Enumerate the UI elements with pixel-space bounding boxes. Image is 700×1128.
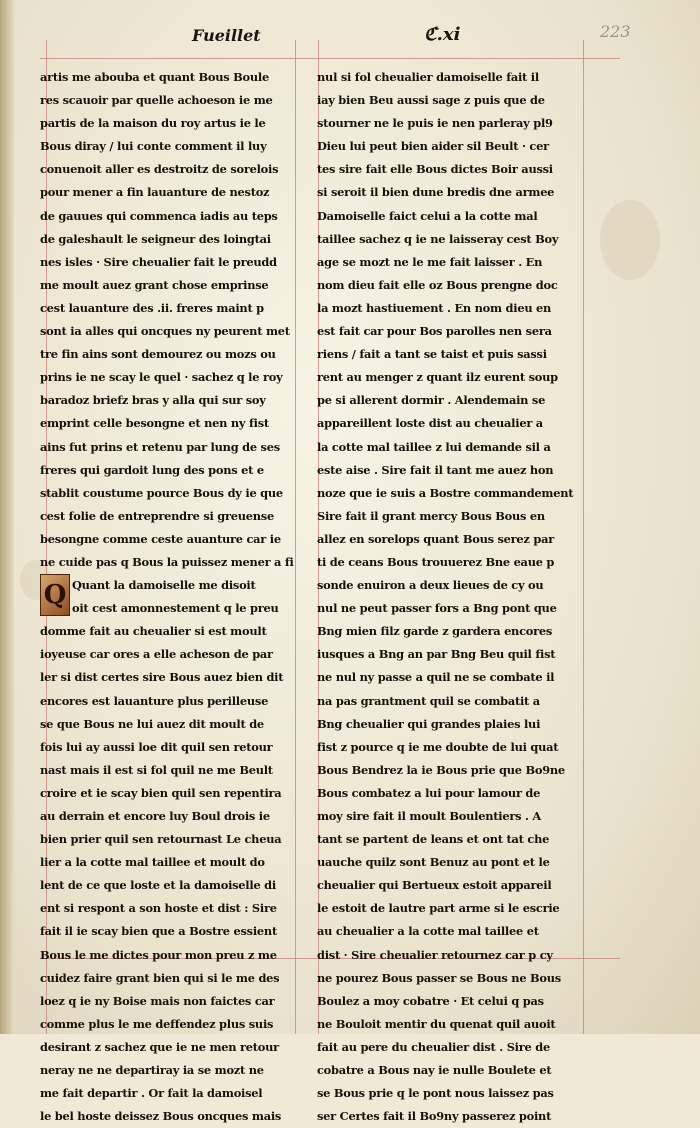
- text-line-content: ser Certes fait il Bo9ny passerez point: [317, 1109, 552, 1124]
- text-line: [317, 643, 579, 666]
- text-line-content: allez en sorelops quant Bous serez par: [317, 531, 554, 546]
- text-line: [40, 551, 292, 574]
- text-line-content: tre fin ains sont demourez ou mozs ou: [40, 347, 276, 362]
- text-line: [40, 851, 292, 874]
- text-line-content: noze que ie suis a Bostre commandement: [317, 485, 574, 500]
- text-line: [40, 990, 292, 1013]
- text-line-content: cuidez faire grant bien qui si le me des: [40, 970, 280, 985]
- text-line: [317, 897, 579, 920]
- text-line-content: Bous diray / lui conte comment il luy: [40, 139, 267, 154]
- text-line-content: partis de la maison du roy artus ie le: [40, 116, 266, 131]
- text-line: [40, 366, 292, 389]
- text-line: [40, 482, 292, 505]
- text-line-content: est fait car pour Bos parolles nen sera: [317, 324, 552, 339]
- text-line: [40, 920, 292, 943]
- text-line: [40, 505, 292, 528]
- illuminated-initial: Q: [40, 574, 70, 616]
- text-column-left: [40, 66, 294, 1124]
- text-line: [40, 690, 292, 713]
- text-line: [40, 1105, 292, 1128]
- text-line-content: nes isles · Sire cheualier fait le preudd: [40, 254, 277, 269]
- text-line-content: Dieu lui peut bien aider sil Beult · cer: [317, 139, 549, 154]
- text-line: [317, 851, 579, 874]
- text-line: [317, 574, 579, 597]
- rule-line-right-margin: [583, 40, 584, 1034]
- text-column-right: [317, 66, 579, 1124]
- text-line: [317, 343, 579, 366]
- text-line-content: cheualier qui Bertueux estoit appareil: [317, 878, 552, 893]
- text-line-content: fait au pere du cheualier dist . Sire de: [317, 1039, 550, 1054]
- text-line: [40, 643, 292, 666]
- text-line-content: fait il ie scay bien que a Bostre essient: [40, 924, 277, 939]
- pencil-page-number: 223: [600, 22, 631, 41]
- text-line-content: stourner ne le puis ie nen parleray pl9: [317, 116, 553, 131]
- text-line-content: taillee sachez q ie ne laisseray cest Boy: [317, 231, 559, 246]
- text-line-content: res scauoir par quelle achoeson ie me: [40, 93, 273, 108]
- text-line-content: au cheualier a la cotte mal taillee et: [317, 924, 539, 939]
- text-line-content: au derrain et encore luy Boul drois ie: [40, 809, 270, 823]
- text-line-content: de galeshault le seigneur des loingtai: [40, 231, 271, 246]
- text-line: [40, 874, 292, 897]
- text-line-content: appareillent loste dist au cheualier a: [317, 416, 543, 431]
- rule-line-column-left-end: [295, 40, 296, 1034]
- text-line: [317, 320, 579, 343]
- text-line-content: Boulez a moy cobatre · Et celui q pas: [317, 993, 544, 1008]
- folio-label: Fueillet: [192, 26, 261, 45]
- text-line: [317, 551, 579, 574]
- text-line-content: Bous Bendrez la ie Bous prie que Bo9ne: [317, 762, 565, 777]
- text-line-content: prins ie ne scay le quel · sachez q le roy: [40, 370, 283, 385]
- text-line: [40, 389, 292, 412]
- text-line: [40, 759, 292, 782]
- text-line: [40, 320, 292, 343]
- text-line-content: Bng cheualier qui grandes plaies lui: [317, 716, 541, 731]
- text-line: [317, 944, 579, 967]
- text-line: [317, 205, 579, 228]
- text-line-content: stablit coustume pource Bous dy ie que: [40, 485, 283, 500]
- text-line: [317, 1082, 579, 1105]
- text-line-content: pe si allerent dormir . Alendemain se: [317, 393, 546, 408]
- text-line-content: tes sire fait elle Bous dictes Boir aussi: [317, 162, 553, 177]
- text-line-content: fist z pource q ie me doubte de lui quat: [317, 739, 559, 754]
- text-line: [40, 181, 292, 204]
- text-line-content: iusques a Bng an par Bng Beu quil fist: [317, 647, 556, 662]
- text-line: [40, 297, 292, 320]
- text-line: [40, 713, 292, 736]
- text-line-content: ains fut prins et retenu par lung de ses: [40, 439, 280, 454]
- text-line: [317, 389, 579, 412]
- text-line: [317, 135, 579, 158]
- text-line-content: neray ne ne departiray ia se mozt ne: [40, 1063, 264, 1078]
- text-line: [317, 690, 579, 713]
- text-line: [317, 274, 579, 297]
- page-gutter-shadow: [0, 0, 14, 1034]
- text-line: [317, 112, 579, 135]
- text-line: [40, 1013, 292, 1036]
- text-line: [317, 66, 579, 89]
- text-line: [40, 158, 292, 181]
- text-line-content: lent de ce que loste et la damoiselle di: [40, 878, 276, 893]
- text-line-content: oit cest amonnestement q le preu: [72, 601, 279, 616]
- text-line-content: uauche quilz sont Benuz au pont et le: [317, 855, 550, 870]
- text-line: [317, 482, 579, 505]
- text-line-content: besongne comme ceste auanture car ie: [40, 531, 281, 546]
- text-line-content: moy sire fait il moult Boulentiers . A: [317, 809, 541, 823]
- text-line: [40, 1059, 292, 1082]
- text-line: [40, 967, 292, 990]
- text-line: [317, 828, 579, 851]
- text-line-content: cest folie de entreprendre si greuense: [40, 508, 274, 523]
- text-line-content: me moult auez grant chose emprinse: [40, 277, 269, 292]
- text-line: [317, 920, 579, 943]
- text-line: [317, 366, 579, 389]
- text-line: [40, 436, 292, 459]
- text-line: [317, 89, 579, 112]
- text-line: [40, 459, 292, 482]
- text-line-content: Bous le me dictes pour mon preu z me: [40, 947, 277, 962]
- text-line: [317, 1105, 579, 1128]
- rule-line-top: [40, 58, 620, 59]
- text-line: [317, 782, 579, 805]
- text-line-content: lier a la cotte mal taillee et moult do: [40, 855, 265, 870]
- text-line: [40, 597, 292, 620]
- text-line-content: freres qui gardoit lung des pons et e: [40, 462, 264, 477]
- text-line-content: sont ia alles qui oncques ny peurent met: [40, 324, 290, 339]
- text-line-content: me fait departir . Or fait la damoisel: [40, 1086, 263, 1101]
- text-line: [40, 528, 292, 551]
- text-line-content: ler si dist certes sire Bous auez bien dit: [40, 670, 284, 685]
- text-line-content: ne Bouloit mentir du quenat quil auoit: [317, 1016, 556, 1031]
- text-line: [317, 297, 579, 320]
- text-line-content: tant se partent de leans et ont tat che: [317, 832, 550, 847]
- text-line-content: ne cuide pas q Bous la puissez mener a fi: [40, 554, 294, 569]
- text-line: [317, 412, 579, 435]
- text-line: [40, 736, 292, 759]
- text-line-content: si seroit il bien dune bredis dne armee: [317, 185, 555, 200]
- text-line-content: la cotte mal taillee z lui demande sil a: [317, 439, 551, 454]
- page-header: [0, 18, 700, 50]
- text-line: [317, 459, 579, 482]
- text-line: [40, 1082, 292, 1105]
- text-line-content: conuenoit aller es destroitz de sorelois: [40, 162, 279, 177]
- text-line: [317, 505, 579, 528]
- text-line-content: age se mozt ne le me fait laisser . En: [317, 254, 543, 269]
- text-line: [40, 782, 292, 805]
- text-line-content: este aise . Sire fait il tant me auez hon: [317, 462, 554, 477]
- text-line: [317, 181, 579, 204]
- text-line: [40, 274, 292, 297]
- text-line-content: iay bien Beu aussi sage z puis que de: [317, 93, 545, 108]
- text-line-content: cobatre a Bous nay ie nulle Boulete et: [317, 1063, 552, 1078]
- text-line: [317, 990, 579, 1013]
- text-line: [40, 805, 292, 828]
- text-line: [40, 897, 292, 920]
- text-line-content: ti de ceans Bous trouuerez Bne eaue p: [317, 554, 555, 569]
- text-line-content: Damoiselle faict celui a la cotte mal: [317, 208, 538, 223]
- text-line: [317, 967, 579, 990]
- text-line-content: Quant la damoiselle me disoit: [72, 578, 256, 593]
- text-line: [40, 112, 292, 135]
- text-line-content: riens / fait a tant se taist et puis sassi: [317, 347, 547, 362]
- text-line: [317, 1036, 579, 1059]
- text-line: [317, 528, 579, 551]
- text-line-content: Sire fait il grant mercy Bous Bous en: [317, 508, 545, 523]
- text-line: [40, 620, 292, 643]
- text-line-content: desirant z sachez que ie ne men retour: [40, 1039, 279, 1054]
- text-line-content: nast mais il est si fol quil ne me Beult: [40, 762, 273, 777]
- text-line: [317, 158, 579, 181]
- text-line: [40, 1036, 292, 1059]
- text-line-content: se Bous prie q le pont nous laissez pas: [317, 1086, 554, 1101]
- text-line: [40, 205, 292, 228]
- text-line: [40, 135, 292, 158]
- text-line-content: la mozt hastiuement . En nom dieu en: [317, 300, 552, 315]
- text-line-content: ioyeuse car ores a elle acheson de par: [40, 647, 273, 662]
- text-line-content: domme fait au cheualier si est moult: [40, 624, 267, 639]
- text-line-content: nom dieu fait elle oz Bous prengne doc: [317, 277, 558, 292]
- text-line: [317, 666, 579, 689]
- text-line: [40, 251, 292, 274]
- text-line-content: artis me abouba et quant Bous Boule: [40, 70, 269, 84]
- text-line-content: baradoz briefz bras y alla qui sur soy: [40, 393, 266, 408]
- text-line-content: bien prier quil sen retournast Le cheua: [40, 832, 282, 847]
- text-line-content: fois lui ay aussi loe dit quil sen retour: [40, 739, 273, 754]
- text-line-content: Bous combatez a lui pour lamour de: [317, 785, 541, 800]
- text-line: [317, 713, 579, 736]
- text-line: [40, 412, 292, 435]
- text-line: [317, 736, 579, 759]
- text-line-content: comme plus le me deffendez plus suis: [40, 1016, 274, 1031]
- text-line: [317, 1059, 579, 1082]
- text-line-content: emprint celle besongne et nen ny fist: [40, 416, 269, 431]
- text-line: [317, 759, 579, 782]
- text-line: [40, 66, 292, 89]
- text-line-content: le bel hoste deissez Bous oncques mais: [40, 1109, 282, 1124]
- folio-number: ℭ.xi: [424, 24, 461, 45]
- text-line-content: nul si fol cheualier damoiselle fait il: [317, 70, 539, 84]
- text-line-content: de gauues qui commenca iadis au teps: [40, 208, 278, 223]
- text-line: [40, 828, 292, 851]
- text-line: [40, 343, 292, 366]
- text-line: [317, 597, 579, 620]
- text-line-content: rent au menger z quant ilz eurent soup: [317, 370, 558, 385]
- text-line-content: cest lauanture des .ii. freres maint p: [40, 300, 264, 315]
- text-line-content: loez q ie ny Boise mais non faictes car: [40, 993, 275, 1008]
- text-line: [317, 620, 579, 643]
- text-line: [40, 89, 292, 112]
- text-line-content: Bng mien filz garde z gardera encores: [317, 624, 553, 639]
- text-line-content: sonde enuiron a deux lieues de cy ou: [317, 578, 544, 593]
- text-line: [317, 874, 579, 897]
- paper-stain: [600, 200, 660, 280]
- text-line: [317, 436, 579, 459]
- text-line-content: encores est lauanture plus perilleuse: [40, 693, 269, 708]
- text-line-content: dist · Sire cheualier retournez car p cy: [317, 947, 553, 962]
- text-line: [40, 228, 292, 251]
- text-line-content: se que Bous ne lui auez dit moult de: [40, 716, 264, 731]
- text-line-content: ne nul ny passe a quil ne se combate il: [317, 670, 555, 685]
- text-line: [317, 1013, 579, 1036]
- text-line-content: ne pourez Bous passer se Bous ne Bous: [317, 970, 561, 985]
- text-line-content: le estoit de lautre part arme si le escrie: [317, 901, 560, 916]
- text-line: [317, 251, 579, 274]
- text-line: [317, 228, 579, 251]
- text-line-content: croire et ie scay bien quil sen repentira: [40, 785, 282, 800]
- text-line-content: ent si respont a son hoste et dist : Sire: [40, 901, 277, 916]
- text-line-content: na pas grantment quil se combatit a: [317, 693, 540, 708]
- text-line: [317, 805, 579, 828]
- text-line: [40, 944, 292, 967]
- text-line-content: nul ne peut passer fors a Bng pont que: [317, 601, 557, 616]
- text-line: [40, 666, 292, 689]
- text-line-content: pour mener a fin lauanture de nestoz: [40, 185, 270, 200]
